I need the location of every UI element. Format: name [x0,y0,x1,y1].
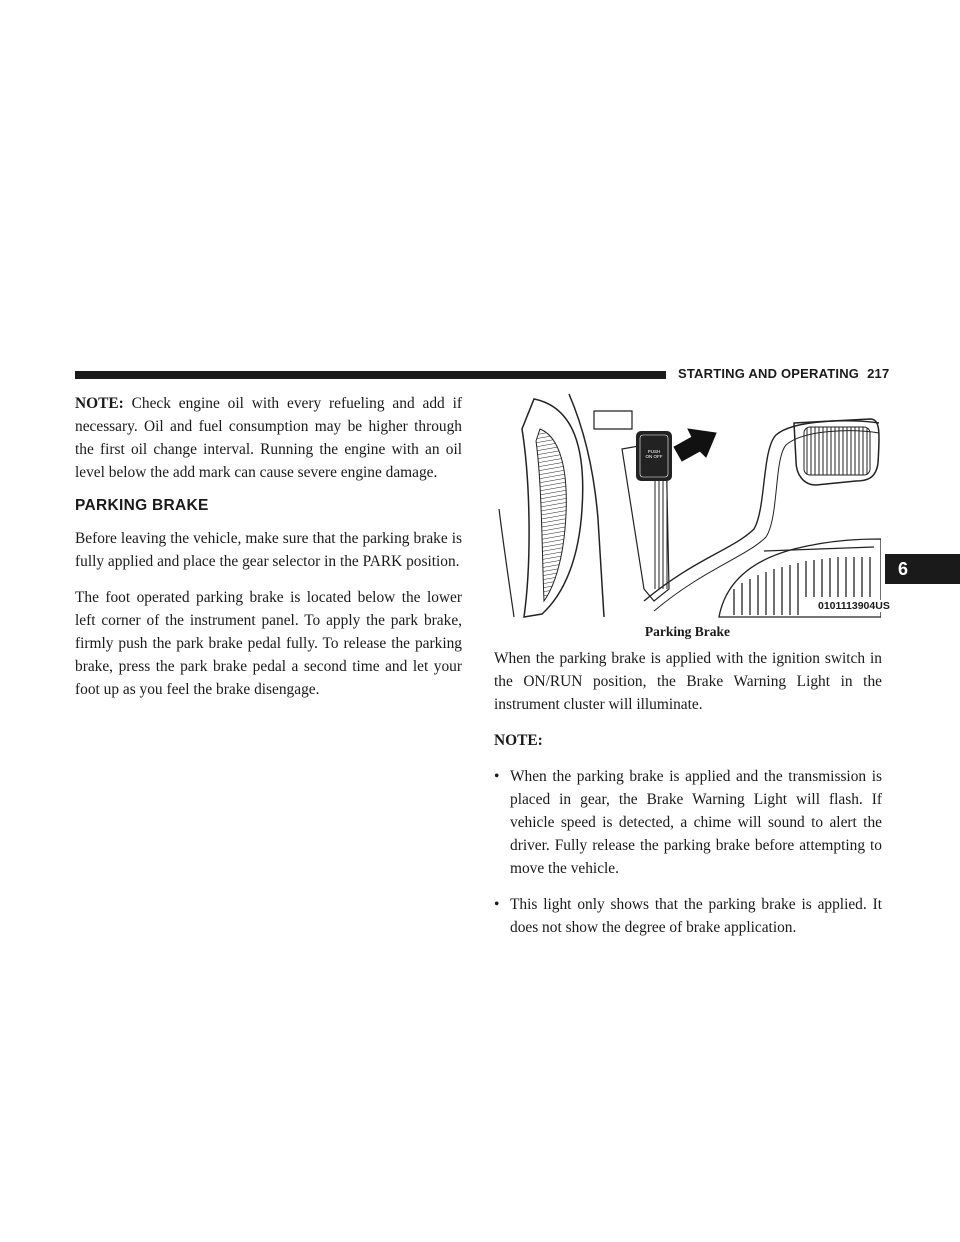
list-item [494,765,882,880]
chapter-tab: 6 [885,554,960,584]
parking-brake-illustration [494,389,881,619]
note-list [494,765,882,939]
list-item [494,893,882,939]
page-number: 217 [867,366,890,381]
parking-brake-drawing [494,389,881,619]
note-text: Check engine oil with every refueling and add if necessary. Oil and fuel consumption may be higher through the first oil change interval. Running the engine with an oil level below the add mark can cause severe engine damage. [75,395,462,481]
note-heading: NOTE: [494,732,543,749]
pedal-label-top: PUSH [647,449,661,454]
paragraph-warning-light: When the parking brake is applied with the ignition switch in the ON/RUN position, the Brake Warning Light in the instrument cluster will illuminate. [494,650,882,713]
header-rule [75,371,666,379]
figure-id: 0101113904US [818,600,890,612]
pedal-label-bottom: ON OFF [645,454,663,459]
bullet-text: This light only shows that the parking brake is applied. It does not show the degree of brake application. [510,896,882,936]
arrow-icon [674,429,716,461]
paragraph-before-leaving: Before leaving the vehicle, make sure that the parking brake is fully applied and place the gear selector in the PARK position. [75,530,462,570]
section-heading: PARKING BRAKE [75,497,209,514]
paragraph-foot-operated: The foot operated parking brake is located below the lower left corner of the instrument panel. To apply the park brake, firmly push the park brake pedal fully. To release the parking brake, press the park brake pedal a second time and let your foot up as you feel the brake disengage. [75,589,462,698]
note-label: NOTE: [75,395,124,412]
running-header [678,366,888,381]
bullet-icon: • [494,896,500,913]
bullet-text: When the parking brake is applied and the transmission is placed in gear, the Brake Warning Light will flash. If vehicle speed is detected, a chime will sound to alert the driver. Fully release the parking brake before attempting to move the vehicle. [510,768,882,877]
oil-note [75,392,462,484]
left-column [75,392,462,701]
right-column [494,647,882,952]
figure-caption: Parking Brake [644,624,731,639]
bullet-icon: • [494,768,500,785]
section-title: STARTING AND OPERATING [678,366,860,381]
